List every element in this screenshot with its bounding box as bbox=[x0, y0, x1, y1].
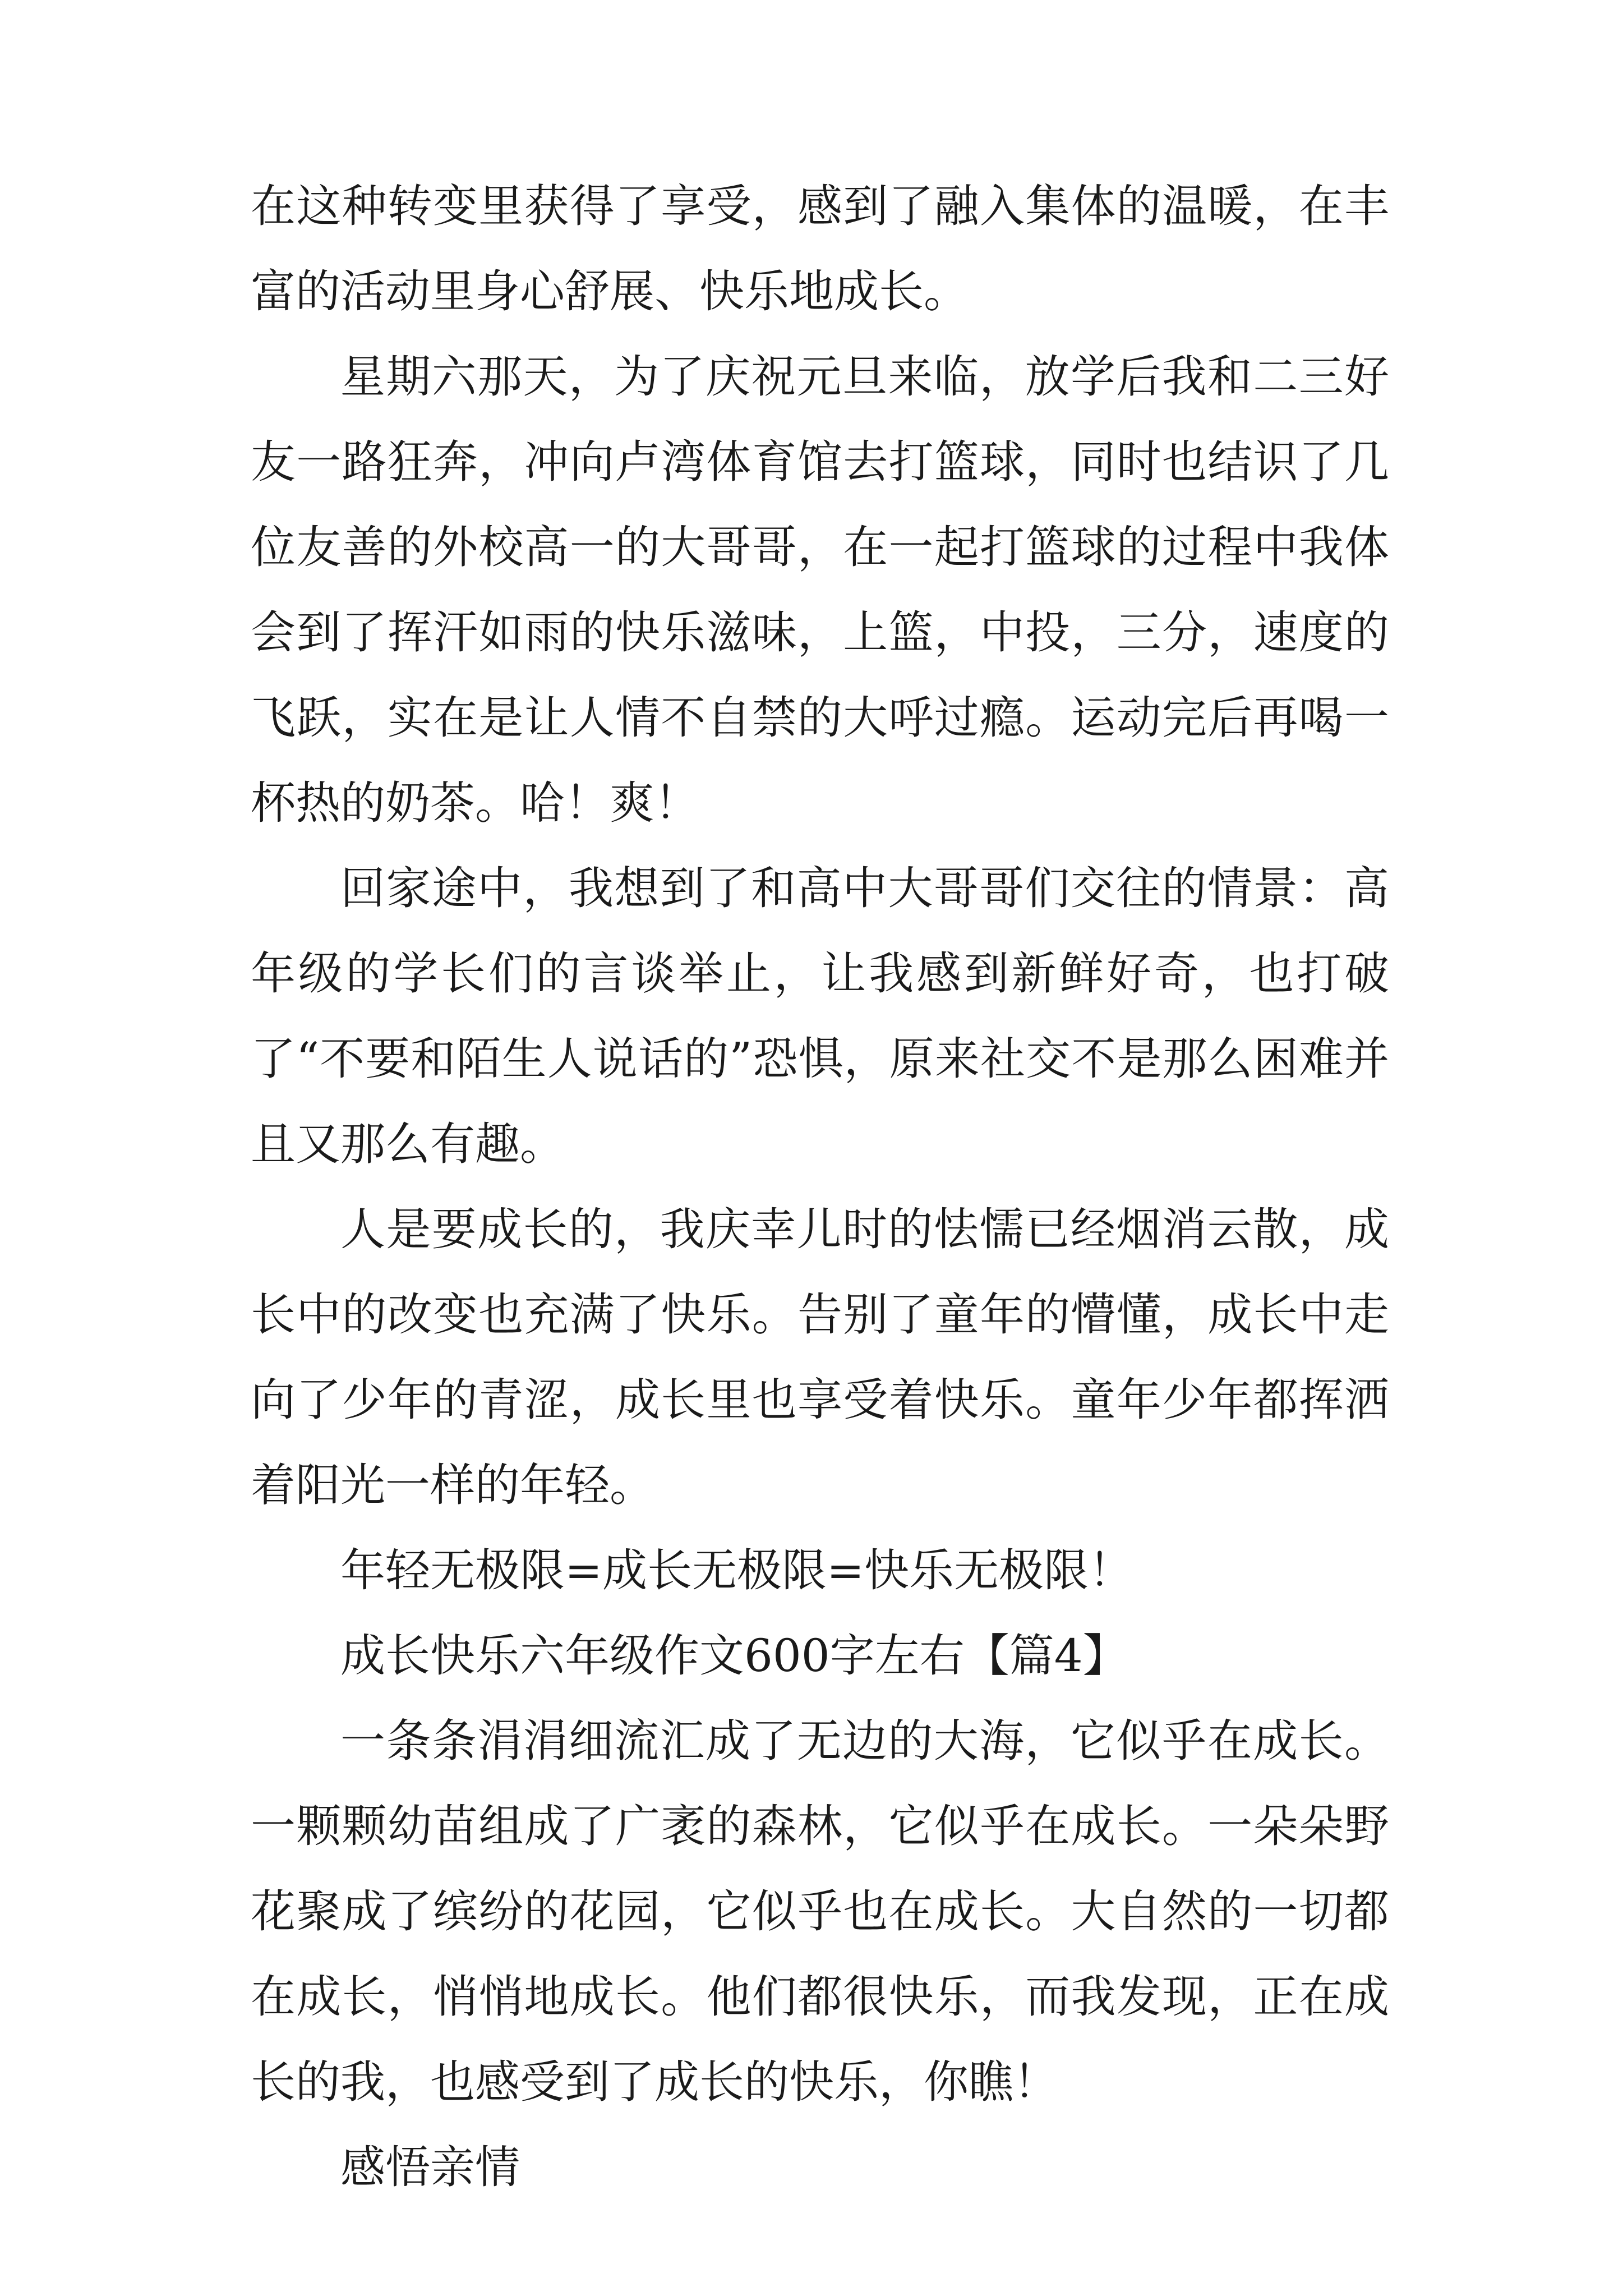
section-heading: 成长快乐六年级作文600字左右【篇4】 bbox=[340, 1630, 1128, 1682]
document-body bbox=[251, 164, 1389, 2210]
paragraph-1: 在这种转变里获得了享受，感到了融入集体的温暖，在丰富的活动里身心舒展、快乐地成长。 bbox=[251, 180, 1389, 318]
paragraph-5: 年轻无极限=成长无极限=快乐无极限！ bbox=[340, 1544, 1134, 1596]
paragraph-7: 感悟亲情 bbox=[340, 2141, 520, 2193]
paragraph-2: 星期六那天，为了庆祝元旦来临，放学后我和二三好友一路狂奔，冲向卢湾体育馆去打篮球，同时也结识了几位友善的外校高一的大哥哥，在一起打篮球的过程中我体会到了挥汗如雨的快乐滋味，上篮，中投，三分，速度的飞跃，实在是让人情不自禁的大呼过瘾。运动完后再喝一杯热的奶茶。哈！爽！ bbox=[251, 351, 1389, 829]
paragraph-6: 一条条涓涓细流汇成了无边的大海，它似乎在成长。一颗颗幼苗组成了广袤的森林，它似乎在成长。一朵朵野花聚成了缤纷的花园，它似乎也在成长。大自然的一切都在成长，悄悄地成长。他们都很快乐，而我发现，正在成长的我，也感受到了成长的快乐，你瞧！ bbox=[251, 1715, 1389, 2108]
paragraph-3: 回家途中，我想到了和高中大哥哥们交往的情景：高年级的学长们的言谈举止，让我感到新鲜好奇，也打破了“不要和陌生人说话的”恐惧，原来社交不是那么困难并且又那么有趣。 bbox=[251, 862, 1389, 1170]
paragraph-4: 人是要成长的，我庆幸儿时的怯懦已经烟消云散，成长中的改变也充满了快乐。告别了童年的懵懂，成长中走向了少年的青涩，成长里也享受着快乐。童年少年都挥洒着阳光一样的年轻。 bbox=[251, 1203, 1389, 1511]
